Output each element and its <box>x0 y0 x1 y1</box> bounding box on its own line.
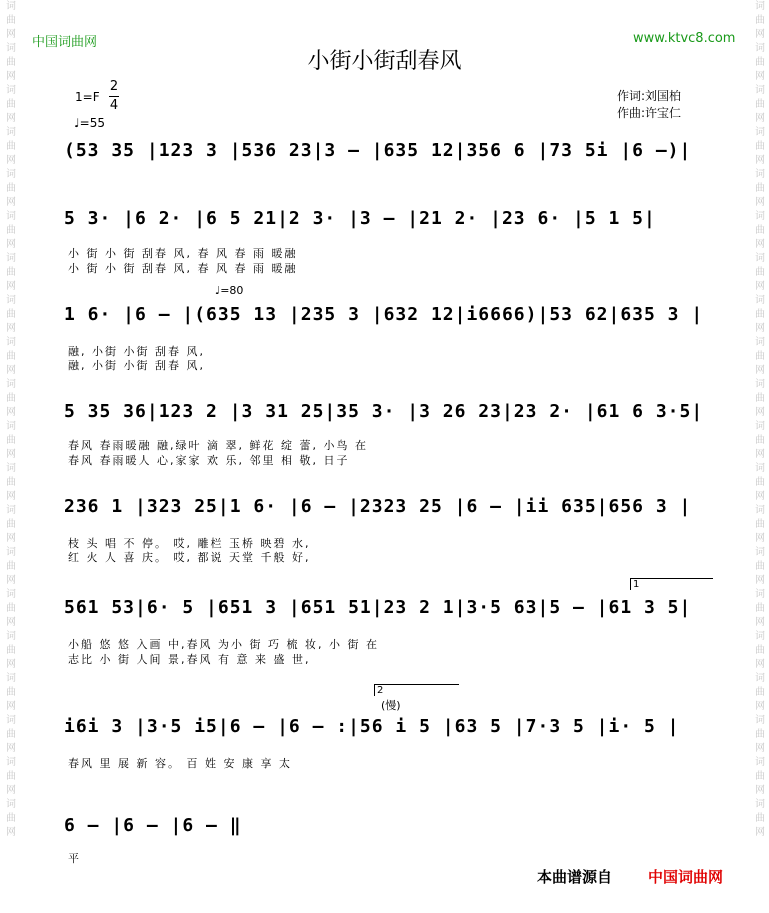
site-url[interactable]: www.ktvc8.com <box>633 31 736 46</box>
slow-marking: (慢) <box>381 699 401 712</box>
lyrics-row-3-verse-1: 融, 小街 小街 刮春 风, <box>68 345 205 358</box>
lyrics-row-6-verse-1: 小船 悠 悠 入画 中,春风 为小 街 巧 梳 妆, 小 街 在 <box>68 638 379 651</box>
source-label: 本曲谱源自 <box>537 868 613 886</box>
lyrics-row-8: 平 <box>68 852 81 865</box>
score-row-8: 6 – |6 – |6 – ‖ <box>64 815 242 836</box>
watermark-right: 词曲网词曲网词曲网词曲网词曲网词曲网词曲网词曲网词曲网词曲网词曲网词曲网词曲网词曲网词曲网词曲网词曲网词曲网词曲网词曲网 <box>755 1 765 838</box>
composer: 作曲:许宝仁 <box>617 106 682 120</box>
lyrics-row-5-verse-2: 红 火 人 喜 庆。 哎, 都说 天堂 千般 好, <box>68 551 311 564</box>
song-title: 小街小街刮春风 <box>307 49 462 74</box>
first-ending-bracket: 1 <box>630 578 713 590</box>
lyrics-row-5-verse-1: 枝 头 唱 不 停。 哎, 雕栏 玉桥 映碧 水, <box>68 537 311 550</box>
key-signature: 1=F <box>75 90 100 104</box>
meter-top: 2 <box>109 79 119 94</box>
tempo-marking: ♩=55 <box>74 116 105 130</box>
lyrics-row-4-verse-2: 春风 春雨暖人 心,家家 欢 乐, 邻里 相 敬, 日子 <box>68 454 350 467</box>
score-row-3: 1 6· |6 – |(635 13 |235 3 |632 12|i6666)|53 62|635 3 | <box>64 304 704 325</box>
score-row-5: 236 1 |323 25|1 6· |6 – |2323 25 |6 – |ii 635|656 3 | <box>64 496 692 517</box>
lyricist: 作词:刘国柏 <box>617 89 682 103</box>
score-row-6: 561 53|6· 5 |651 3 |651 51|23 2 1|3·5 63|5 – |61 3 5| <box>64 597 692 618</box>
lyrics-row-2-verse-1: 小 街 小 街 刮春 风, 春 风 春 雨 暖融 <box>68 247 298 260</box>
site-name[interactable]: 中国词曲网 <box>32 35 98 50</box>
score-row-7: i6i 3 |3·5 i5|6 – |6 – :|56 i 5 |63 5 |7·3 5 |i· 5 | <box>64 716 680 737</box>
second-ending-bracket: 2 <box>374 684 459 696</box>
lyrics-row-6-verse-2: 志比 小 街 人间 景,春风 有 意 来 盛 世, <box>68 653 311 666</box>
score-row-2: 5 3· |6 2· |6 5 21|2 3· |3 – |21 2· |23 6· |5 1 5| <box>64 208 656 229</box>
meter-bottom: 4 <box>109 98 119 113</box>
watermark-left: 词曲网词曲网词曲网词曲网词曲网词曲网词曲网词曲网词曲网词曲网词曲网词曲网词曲网词曲网词曲网词曲网词曲网词曲网词曲网词曲网 <box>6 1 16 838</box>
score-row-4: 5 35 36|123 2 |3 31 25|35 3· |3 26 23|23 2· |61 6 3·5| <box>64 401 704 422</box>
score-row-1: (53 35 |123 3 |536 23|3 – |635 12|356 6 |73 5i |6 –)| <box>64 140 692 161</box>
lyrics-row-4-verse-1: 春风 春雨暖融 融,绿叶 滴 翠, 鲜花 绽 蕾, 小鸟 在 <box>68 439 368 452</box>
lyrics-row-3-verse-2: 融, 小街 小街 刮春 风, <box>68 359 205 372</box>
time-signature <box>109 78 119 115</box>
lyrics-row-7: 春风 里 展 新 容。 百 姓 安 康 享 太 <box>68 757 292 770</box>
source-site-link[interactable]: 中国词曲网 <box>648 868 724 886</box>
lyrics-row-2-verse-2: 小 街 小 街 刮春 风, 春 风 春 雨 暖融 <box>68 262 298 275</box>
tempo-change: ♩=80 <box>215 284 244 297</box>
